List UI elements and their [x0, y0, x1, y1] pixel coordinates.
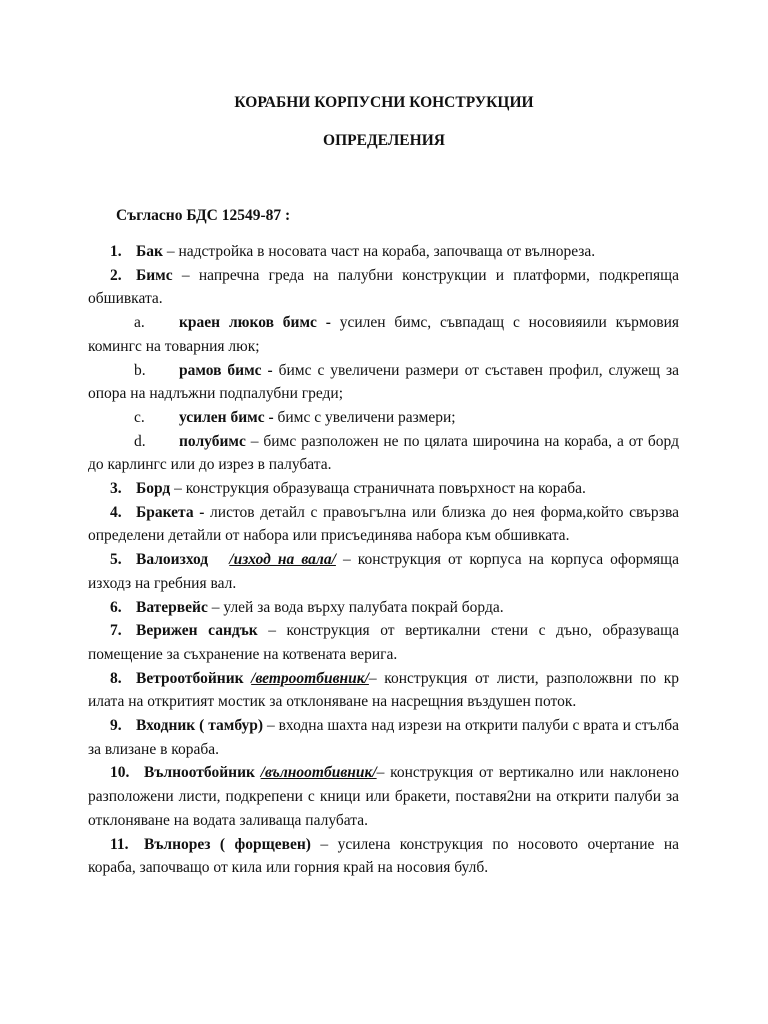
definition-item	[88, 596, 679, 620]
subitem-letter: b.	[134, 361, 146, 379]
definition-item	[88, 548, 679, 595]
document-subtitle: ОПРЕДЕЛЕНИЯ	[323, 132, 445, 149]
definition-item	[88, 833, 679, 880]
item-term: краен люков бимс -	[179, 314, 331, 332]
definition-item	[88, 240, 679, 264]
definition-item	[88, 264, 679, 311]
item-number: 2.	[110, 266, 122, 284]
item-term: Валоизход	[136, 551, 209, 569]
item-term: Вълнорез ( форщевен)	[144, 835, 311, 853]
item-term: Верижен сандък	[136, 622, 258, 640]
subitem-letter: d.	[134, 432, 146, 450]
item-alias: /ветроотбивник/	[251, 669, 369, 687]
item-term: Ватервейс	[136, 598, 208, 616]
item-text: бимс с увеличени размери;	[273, 408, 456, 426]
item-text: – конструкция образуваща страничната повърхност на кораба.	[170, 480, 586, 498]
subitem-letter: c.	[134, 408, 145, 426]
item-term: Бак	[136, 243, 163, 260]
definition-subitem	[88, 311, 679, 358]
item-text: – усилена конструкция по носовото очертание на кораба, започващо от кила или горния край на носовия булб.	[88, 835, 679, 877]
item-text: – надстройка в носовата част на кораба, започваща от вълнореза.	[162, 243, 596, 260]
definition-subitem	[88, 406, 679, 430]
item-text: – напречна греда на палубни конструкции и платформи, подкрепяща обшивката.	[88, 266, 679, 308]
definition-item	[88, 619, 679, 666]
definition-item	[88, 761, 679, 832]
item-number: 9.	[110, 717, 122, 735]
item-text: – конструкция от вертикално или наклонено разположени листи, подкрепени с кници или бракети, поставя2ни на открити палуби за отклоняване на водата заливаща палубата.	[88, 764, 680, 829]
definition-item	[88, 667, 679, 714]
item-term: Бимс	[136, 266, 173, 284]
item-text: – конструкция от вертикални стени с дъно, образуваща помещение за съхранение на котвената верига.	[88, 622, 679, 663]
item-term: Входник ( тамбур)	[136, 717, 264, 735]
definition-item	[88, 477, 679, 501]
item-number: 5.	[110, 551, 122, 569]
item-term: усилен бимс -	[179, 408, 274, 426]
item-number: 1.	[110, 243, 122, 260]
item-text: листов детайл с правоъгълна или близка до нея форма,който свързва определени детайли от набора или присъединява набора към обшивката.	[88, 503, 679, 545]
item-text: бимс с увеличени размери от съставен профил, служещ за опора на надлъжни подпалубни греди;	[88, 361, 679, 403]
item-text: – конструкция от корпуса на корпуса оформяща изходз на гребния вал.	[88, 551, 679, 592]
item-number: 6.	[110, 598, 122, 616]
definition-item	[88, 714, 679, 761]
item-term: Бракета -	[136, 503, 205, 521]
standard-reference: Съгласно БДС 12549-87 :	[116, 207, 291, 224]
document-title: КОРАБНИ КОРПУСНИ КОНСТРУКЦИИ	[234, 94, 534, 111]
item-text: – входна шахта над изрези на открити палуби с врата и стълба за влизане в кораба.	[88, 717, 679, 758]
item-text: – бимс разположен не по цялата широчина на кораба, а от борд до карлингс или до изрез в палубата.	[88, 432, 679, 474]
item-number: 10.	[110, 764, 130, 782]
item-term: рамов бимс -	[179, 361, 273, 379]
subitem-letter: a.	[134, 314, 145, 332]
item-number: 4.	[110, 503, 122, 521]
definition-subitem	[88, 359, 679, 406]
item-alias: /вълноотбивник/	[260, 764, 377, 782]
item-term: Ветроотбойник	[136, 669, 244, 687]
definition-subitem	[88, 430, 679, 477]
item-alias: /изход на вала/	[229, 551, 336, 569]
item-number: 7.	[110, 622, 122, 640]
item-number: 8.	[110, 669, 122, 687]
item-term: Вълноотбойник	[144, 764, 255, 782]
definition-item	[88, 501, 679, 548]
item-text: – улей за вода върху палубата покрай борда.	[207, 598, 504, 616]
item-text: – конструкция от листи, разположвни по кр илата на откритият мостик за отклоняване на насрещния въздушен поток.	[88, 669, 679, 711]
item-text: усилен бимс, съвпадащ с носовияили кърмовия комингс на товарния люк;	[88, 314, 679, 355]
definitions-list	[88, 240, 679, 880]
item-term: полубимс	[179, 432, 246, 450]
item-term: Борд	[136, 480, 171, 498]
item-number: 3.	[110, 480, 122, 498]
item-number: 11.	[110, 835, 129, 853]
